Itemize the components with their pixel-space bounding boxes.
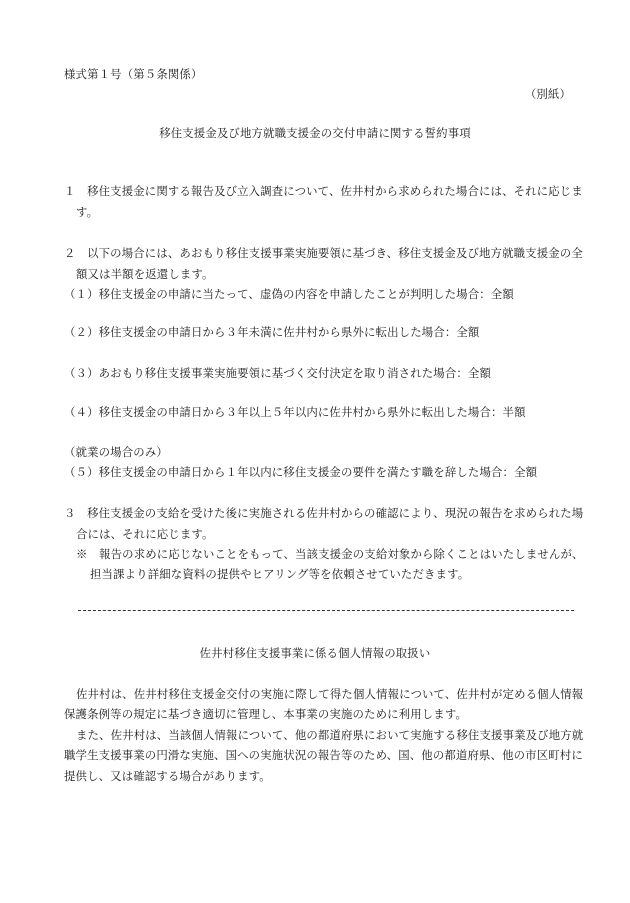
item1-line1: １ 移住支援金に関する報告及び立入調査について、佐井村から求められた場合には、それに応じま (64, 184, 583, 198)
item3-note-line2: 担当課より詳細な資料の提供やヒアリング等を依頼させていただきます。 (90, 567, 470, 581)
item3-line2: 合には、それに応じます。 (76, 527, 214, 541)
privacy-title: 佐井村移住支援事業に係る個人情報の取扱い (199, 646, 431, 660)
item1-line2: す。 (76, 205, 99, 219)
section-divider (78, 610, 574, 611)
privacy-p2-line2: 職学生支援事業の円滑な実施、国への実施状況の報告等のため、国、他の都道府県、他の市区町村に (64, 748, 583, 762)
item2-line1: ２ 以下の場合には、あおもり移住支援事業実施要領に基づき、移住支援金及び地方就職支援金の全 (64, 246, 583, 260)
form-number: 様式第１号（第５条関係） (64, 67, 203, 81)
item2-sub1: （１）移住支援金の申請に当たって、虚偽の内容を申請したことが判明した場合：全額 (64, 287, 514, 301)
privacy-p2-line1: また、佐井村は、当該個人情報について、他の都道府県において実施する移住支援事業及び地方就 (76, 728, 584, 742)
item2-line2: 額又は半額を返還します。 (76, 267, 214, 281)
privacy-p1-line1: 佐井村は、佐井村移住支援金交付の実施に際して得た個人情報について、佐井村が定める個人情報 (76, 687, 584, 701)
page-title: 移住支援金及び地方就職支援金の交付申請に関する誓約事項 (159, 126, 471, 140)
privacy-p2-line3: 提供し、又は確認する場合があります。 (64, 769, 271, 783)
item3-line1: ３ 移住支援金の支給を受けた後に実施される佐井村からの確認により、現況の報告を求められた場 (64, 506, 584, 520)
privacy-p1-line2: 保護条例等の規定に基づき適切に管理し、本事業の実施のために利用します。 (64, 707, 468, 721)
item2-sub5: （５）移住支援金の申請日から１年以内に移住支援金の要件を満たす職を辞した場合：全額 (64, 465, 538, 479)
employment-note: （就業の場合のみ） (64, 445, 168, 459)
item2-sub4: （４）移住支援金の申請日から３年以上５年以内に佐井村から県外に転出した場合：半額 (64, 405, 526, 419)
item3-note-line1: ※ 報告の求めに応じないことをもって、当該支援金の支給対象から除くことはいたしませんが、 (76, 547, 584, 561)
item2-sub2: （２）移住支援金の申請日から３年未満に佐井村から県外に転出した場合：全額 (64, 325, 480, 339)
attachment-label: （別紙） (524, 87, 571, 101)
item2-sub3: （３）あおもり移住支援事業実施要領に基づく交付決定を取り消された場合：全額 (64, 366, 492, 380)
